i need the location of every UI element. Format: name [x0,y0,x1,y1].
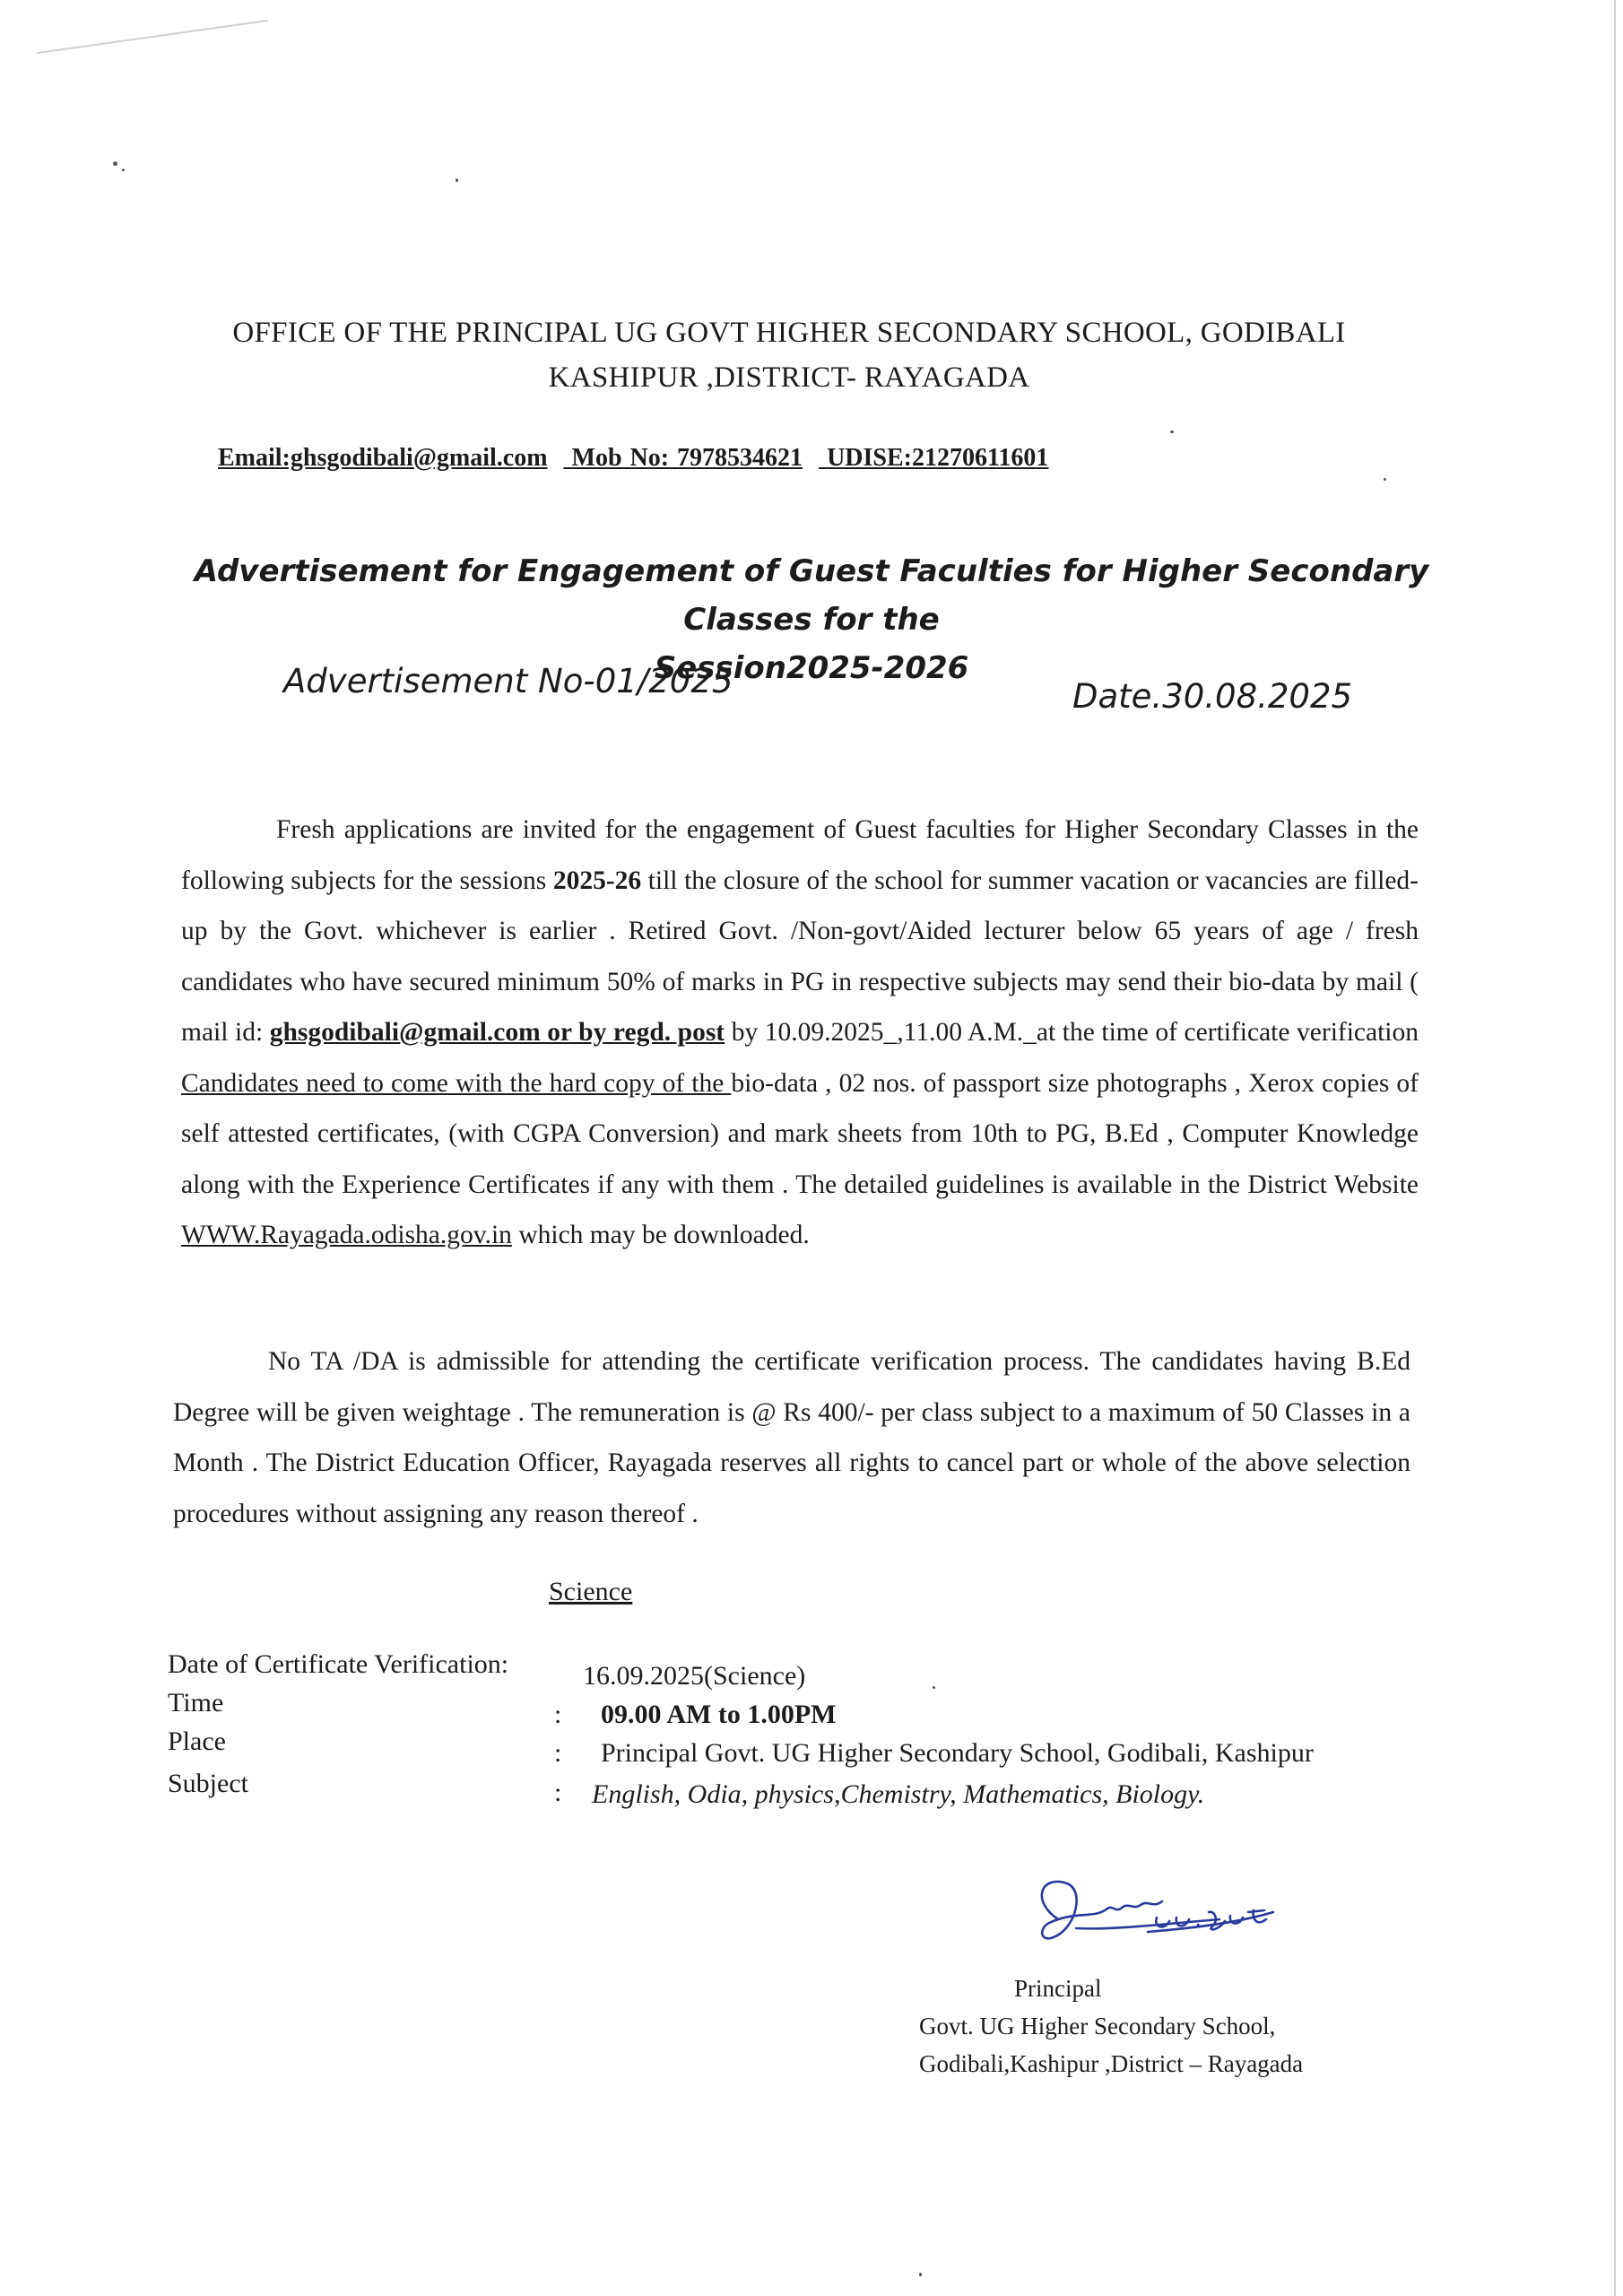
paragraph-text: till the closure of the school for summer vacation or vacancies are filled-up by the Govt. whichever is earlier . Retired Govt. /Non-govt/Aided lecturer below 65 years of age / fresh candidates who have secured minimum 50% of marks in PG in respective subjects may send their bio-data by mail ( mail id: [181,865,1419,1047]
contact-udise: UDISE:21270611601 [827,444,1049,472]
contact-email: Email:ghsgodibali@gmail.com [218,444,548,472]
paragraph-text: by 10.09.2025_,11.00 A.M._at the time of certificate verification [725,1018,1419,1047]
paragraph-invitation [181,804,1419,1261]
verification-time-value: 09.00 AM to 1.00PM [601,1700,837,1729]
principal-signature [1022,1866,1291,1973]
scan-speck [122,169,125,171]
verification-subject-label: Subject [168,1769,248,1798]
scan-speck [113,161,117,166]
verification-subject-value: English, Odia, physics,Chemistry, Mathematics, Biology. [592,1779,1205,1809]
signature-block [919,1970,1303,2083]
office-header-line1: OFFICE OF THE PRINCIPAL UG GOVT HIGHER SECONDARY SCHOOL, GODIBALI [232,317,1346,349]
hard-copy-notice: Candidates need to come with the hard copy of the [181,1068,732,1098]
session-years: 2025-26 [552,865,642,895]
scan-edge-top [37,20,268,54]
verification-time-label: Time [168,1688,224,1718]
paragraph-text: Fresh applications are invited for the engagement of Guest faculties for Higher Secondary Classes in the following subjects for the sessions [181,815,1419,895]
verification-subject-colon: : [554,1778,562,1807]
scan-speck [933,1686,935,1689]
district-website-link[interactable]: WWW.Rayagada.odisha.gov.in [181,1221,512,1249]
scan-speck [1384,478,1386,481]
verification-place-colon: : [554,1738,562,1768]
scan-speck [1170,430,1174,433]
paragraph-terms: No TA /DA is admissible for attending the certificate verification process. The candidates having B.Ed Degree will be given weightage . The remuneration is @ Rs 400/- per class subject to a maximum of 50 Classes in a Month . The District Education Officer, Rayagada reserves all rights to cancel part or whole of the above selection procedures without assigning any reason thereof . [173,1347,1410,1528]
verification-date-value: 16.09.2025(Science) [583,1661,806,1691]
signatory-address: Godibali,Kashipur ,District – Rayagada [919,2050,1304,2077]
verification-date-label: Date of Certificate Verification: [168,1649,509,1679]
advertisement-date: Date.30.08.2025 [1072,677,1353,716]
signatory-title: Principal [1014,1975,1102,2002]
paragraph-text: which may be downloaded. [511,1221,810,1249]
office-header [135,310,1444,400]
advertisement-number: Advertisement No-01/2025 [283,662,733,700]
signatory-school: Govt. UG Higher Secondary School, [919,2013,1276,2039]
scan-speck [919,2273,922,2276]
contact-line [218,444,1064,473]
mail-id: ghsgodibali@gmail.com or by regd. post [269,1018,725,1047]
verification-time-colon: : [554,1700,562,1729]
scan-speck [456,178,458,182]
office-header-line2: KASHIPUR ,DISTRICT- RAYAGADA [548,361,1030,394]
contact-mobile: Mob No: 7978534621 [571,444,803,472]
science-heading: Science [549,1577,633,1606]
advertisement-title-line1: Advertisement for Engagement of Guest Faculties for Higher Secondary Classes for the [194,553,1429,638]
advertisement-title-line2: Session2025-2026 [654,650,969,686]
verification-place-value: Principal Govt. UG Higher Secondary School, Godibali, Kashipur [601,1738,1314,1768]
verification-place-label: Place [168,1726,226,1756]
scan-edge-right [1614,0,1616,2296]
paragraph-text: bio-data , 02 nos. of passport size photographs , Xerox copies of self attested certificates, (with CGPA Conversion) and mark sheets from 10th to PG, B.Ed , Computer Knowledge along with the Experience Certificates if any with them . The detailed guidelines is available in the District Website [181,1068,1419,1199]
